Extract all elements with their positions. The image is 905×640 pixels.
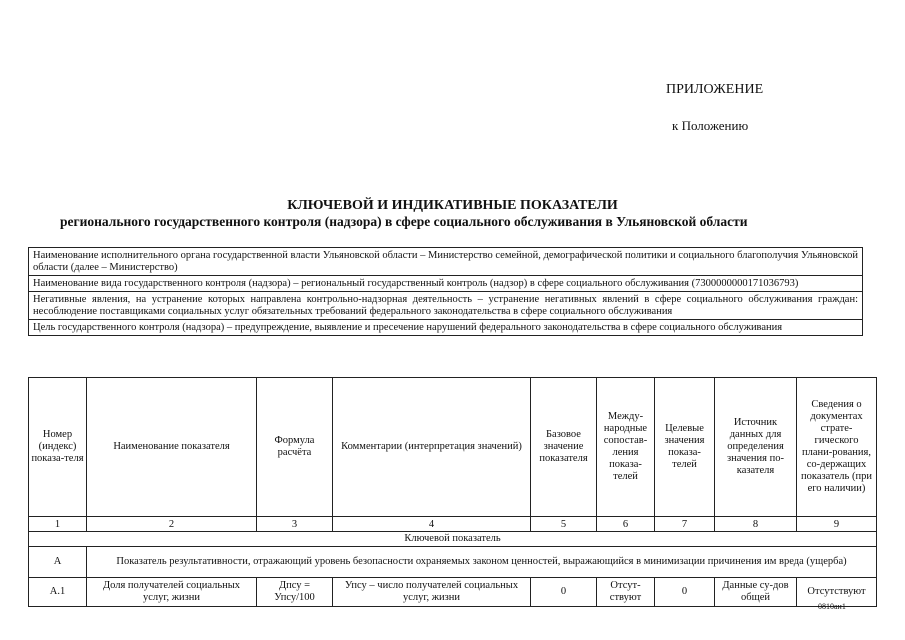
section-label: Ключевой показатель <box>29 532 877 547</box>
header-cell: Источник данных для определения значения по-казателя <box>715 378 797 517</box>
appendix-sub-label: к Положению <box>672 118 749 133</box>
column-number: 8 <box>715 517 797 532</box>
info-row-agency: Наименование исполнительного органа государственной власти Ульяновской области – Министерство семейной, демографической политики и социального благополучия Ульяновской области (далее – Министерство) <box>29 248 862 276</box>
header-cell: Целевые значения показа-телей <box>655 378 715 517</box>
header-cell: Наименование показателя <box>87 378 257 517</box>
indicator-formula: Дпсу = Упсу/100 <box>257 578 333 607</box>
footer-code: 0810ан1 <box>818 602 846 611</box>
header-cell: Сведения о документах страте-гического плани-рования, со-держащих показатель (при его наличии) <box>797 378 877 517</box>
column-number: 4 <box>333 517 531 532</box>
header-cell: Комментарии (интерпретация значений) <box>333 378 531 517</box>
row-index: А <box>29 547 87 578</box>
indicator-base-value: 0 <box>531 578 597 607</box>
indicator-target: 0 <box>655 578 715 607</box>
table-row <box>29 547 877 578</box>
indicator-source: Данные су-дов общей <box>715 578 797 607</box>
indicator-comment: Упсу – число получателей социальных услуг, жизни <box>333 578 531 607</box>
column-number: 2 <box>87 517 257 532</box>
header-cell: Между-народные сопостав-ления показа-телей <box>597 378 655 517</box>
column-number: 7 <box>655 517 715 532</box>
table-row <box>29 578 877 607</box>
info-row-goal: Цель государственного контроля (надзора) – предупреждение, выявление и пресечение нарушений федерального законодательства в сфере социального обслуживания <box>33 322 783 333</box>
section-row <box>29 532 877 547</box>
row-description: Показатель результативности, отражающий уровень безопасности охраняемых законом ценностей, выражающийся в минимизации причинения им вреда (ущерба) <box>87 547 877 578</box>
table-header-row <box>29 378 877 517</box>
column-number: 3 <box>257 517 333 532</box>
row-index: А.1 <box>29 578 87 607</box>
indicators-table <box>28 377 877 607</box>
indicator-documents: Отсутствуют <box>797 578 877 607</box>
indicator-name: Доля получателей социальных услуг, жизни <box>87 578 257 607</box>
column-number: 1 <box>29 517 87 532</box>
column-number-row <box>29 517 877 532</box>
indicator-international: Отсут-ствуют <box>597 578 655 607</box>
document-title: КЛЮЧЕВОЙ И ИНДИКАТИВНЫЕ ПОКАЗАТЕЛИ <box>287 198 618 213</box>
document-subtitle: регионального государственного контроля (надзора) в сфере социального обслуживания в Ульяновской области <box>60 214 748 229</box>
column-number: 6 <box>597 517 655 532</box>
column-number: 5 <box>531 517 597 532</box>
info-row-control-type: Наименование вида государственного контроля (надзора) – региональный государственный контроль (надзор) в сфере социального обслуживания (7300000000171036793) <box>29 276 862 292</box>
header-cell: Формула расчёта <box>257 378 333 517</box>
header-cell: Номер (индекс) показа-теля <box>29 378 87 517</box>
header-cell: Базовое значение показателя <box>531 378 597 517</box>
appendix-label: ПРИЛОЖЕНИЕ <box>666 82 764 97</box>
info-box <box>28 247 863 336</box>
column-number: 9 <box>797 517 877 532</box>
info-row-negative-phenomena: Негативные явления, на устранение которых направлена контрольно-надзорная деятельность – устранение негативных явлений в сфере социального обслуживания граждан: несоблюдение поставщиками социальных услуг обязательных требований федерального законодательства в сфере социального обслуживания <box>29 292 862 320</box>
